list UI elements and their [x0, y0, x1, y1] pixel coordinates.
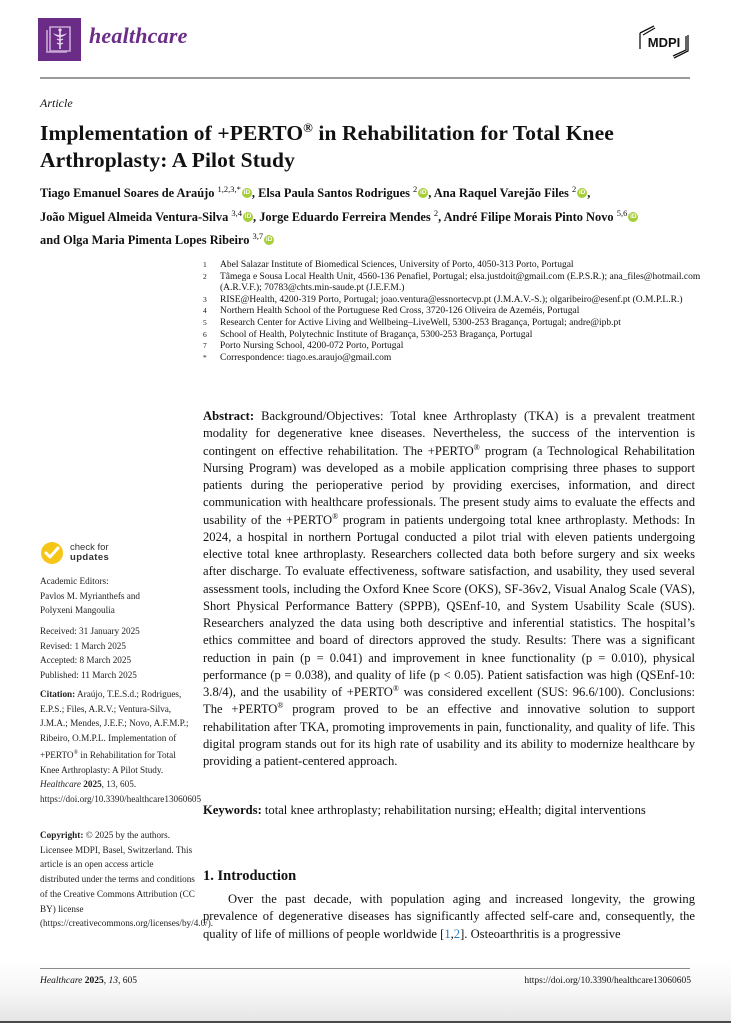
orcid-icon[interactable]: iD	[420, 189, 427, 197]
abstract: Abstract: Background/Objectives: Total knee Arthroplasty (TKA) is a prevalent treatment modality for degenerative knee diseases. Nevertheless, the success of the intervention is contingent on effective rehabilitation. The +PERTO® program (a Technological Rehabilitation Nursing Program) was developed as a mobile application comprising three phases to support patients during the perioperative period by providing exercises, information, and direct communication with healthcare professionals. The present study aims to evaluate the effects and usability of the +PERTO® program in patients undergoing total knee arthroplasty. Methods: In 2024, a hospital in northern Portugal conducted a pilot trial with eleven patients undergoing elective total knee arthroplasty. Researchers collected data both before surgery and six weeks after discharge. To evaluate effectiveness, software satisfaction, and usability, they used several assessment tools, including the Oxford Knee Score (OKS), SF-36v2, Visual Analog Scale (VAS), Short Physical Performance Battery (SPPB), QSEnf-10, and System Usability Scale (SUS). Researchers analyzed the data using both descriptive and inferential statistics. The hospital’s ethics committee and board of directors approved the study. Results: There was a significant reduction in pain (p = 0.041) and improvement in knee functionality (p = 0.010), physical performance (p = 0.038), and quality of life (p < 0.05). Patient satisfaction was high (QSEnf-10: 3.8/4), and the usability of +PERTO® was considered excellent (SUS: 96.6/100). Conclusions: The +PERTO® program proved to be an effective and innovative solution to support rehabilitation after TKA, promoting improvements in pain, functionality, and quality of life. This digital program stands out for its high rate of usability and its ability to modernize healthcare by providing a patient-centered approach.	[203, 409, 696, 768]
journal-name: healthcare	[89, 23, 188, 48]
affiliation-item: 4 Northern Health School of the Portuguese Red Cross, 3720-126 Oliveira de Azeméis, Portugal	[203, 306, 580, 317]
citation-block: Citation: Araújo, T.E.S.d.; Rodrigues, E.P.S.; Files, A.R.V.; Ventura-Silva, J.M.A.; Mendes, J.E.F.; Novo, A.F.M.P.; Ribeiro, O.M.P.L. Implementation of +PERTO® in Rehabilitation for Total Knee Arthroplasty: A Pilot Study. Healthcare 2025, 13, 605. https://doi.org/10.3390/healthcare13060605	[40, 689, 202, 804]
article-title: Implementation of +PERTO® in Rehabilitation for Total Knee Arthroplasty: A Pilot Study	[40, 120, 614, 173]
check-for-updates-button[interactable]: check for updates	[40, 541, 109, 565]
orcid-icon[interactable]: iD	[265, 236, 273, 244]
received-date: Received: 31 January 2025	[40, 626, 140, 636]
author-name: Tiago Emanuel Soares de Araújo	[40, 186, 215, 201]
academic-editors: Academic Editors: Pavlos M. Myrianthefs and Polyxeni Mangoulia	[40, 576, 141, 616]
footer-doi-link[interactable]: https://doi.org/10.3390/healthcare13060605	[524, 976, 691, 986]
author-name: Ana Raquel Varejão Files	[433, 186, 569, 201]
author-name: Jorge Eduardo Ferreira Mendes	[259, 209, 431, 224]
reference-link[interactable]: 1	[444, 926, 451, 941]
keywords: Keywords: total knee arthroplasty; rehabilitation nursing; eHealth; digital interventions	[203, 803, 646, 817]
header-divider	[40, 77, 690, 79]
introduction-paragraph: Over the past decade, with population aging and increased longevity, the growing prevalence of degenerative diseases has significantly affected self-care and, consequently, the quality of life of millions of people worldwide [1,2]. Osteoarthritis is a progressive	[203, 892, 695, 941]
correspondence: * Correspondence: tiago.es.araujo@gmail.com	[203, 352, 392, 363]
affiliation-item: 6 School of Health, Polytechnic Institute of Bragança, 5300-253 Bragança, Portugal	[203, 329, 533, 340]
author-name: Elsa Paula Santos Rodrigues	[258, 186, 410, 201]
author-name: Olga Maria Pimenta Lopes Ribeiro	[63, 233, 250, 248]
journal-logo-icon	[38, 18, 81, 61]
publication-dates	[40, 624, 195, 683]
orcid-icon[interactable]: iD	[243, 189, 251, 197]
section-heading-introduction: 1. Introduction	[203, 868, 297, 884]
svg-text:MDPI: MDPI	[647, 35, 681, 50]
affiliations-list	[203, 260, 703, 364]
author-name: João Miguel Almeida Ventura-Silva	[40, 209, 229, 224]
affiliation-item: 2 Tâmega e Sousa Local Health Unit, 4560-136 Penafiel, Portugal; elsa.justdoit@gmail.com (E.P.S.R.); ana_files@hotmail.com (A.R.V.F.); 70783@chts.min-saude.pt (J.E.F.M.)	[203, 271, 701, 294]
footer-divider	[40, 968, 690, 969]
author-list: Tiago Emanuel Soares de Araújo $^{1,2,3,*}$ iD , Elsa Paula Santos Rodrigues $^2$ iD , Ana Raquel Varejão Files $^2$ iD , João Miguel Almeida Ventura-Silva $^{3,4}$ iD , Jorge Eduardo Ferreira Mendes $^2$, André Filipe Morais Pinto Novo $^{5,6}$ iD and Olga Maria Pimenta Lopes Ribeiro $^{3,7}$ iD	[40, 184, 637, 248]
revised-date: Revised: 1 March 2025	[40, 640, 126, 651]
copyright-block: Copyright: © 2025 by the authors. Licensee MDPI, Basel, Switzerland. This article is an open access article distributed under the terms and conditions of the Creative Commons Attribution (CC BY) license (https://creativecommons.org/licenses/by/4.0/).	[40, 830, 214, 929]
abstract-label: Abstract:	[203, 409, 255, 423]
reference-link[interactable]: 2	[453, 926, 461, 941]
footer-citation: Healthcare 2025, 13, 605	[40, 976, 138, 986]
article-type: Article	[40, 96, 73, 110]
mdpi-logo-icon	[634, 22, 694, 62]
author-name: André Filipe Morais Pinto Novo	[443, 209, 614, 224]
keywords-label: Keywords:	[203, 803, 262, 817]
affiliation-item: 1 Abel Salazar Institute of Biomedical Sciences, University of Porto, 4050-313 Porto, Portugal	[203, 260, 574, 270]
accepted-date: Accepted: 8 March 2025	[40, 655, 132, 666]
orcid-icon[interactable]: iD	[630, 212, 637, 220]
orcid-icon[interactable]: iD	[578, 189, 586, 197]
published-date: Published: 11 March 2025	[40, 670, 137, 681]
orcid-icon[interactable]: iD	[244, 212, 252, 220]
affiliation-item: 7 Porto Nursing School, 4200-072 Porto, Portugal	[203, 341, 404, 352]
check-updates-icon	[40, 541, 64, 565]
affiliation-item: 3 RISE@Health, 4200-319 Porto, Portugal; joao.ventura@essnortecvp.pt (J.M.A.V.-S.); olgaribeiro@esenf.pt (O.M.P.L.R.)	[203, 294, 683, 305]
affiliation-item: 5 Research Center for Active Living and Wellbeing–LiveWell, 5300-253 Bragança, Portugal; andre@ipb.pt	[203, 317, 621, 328]
